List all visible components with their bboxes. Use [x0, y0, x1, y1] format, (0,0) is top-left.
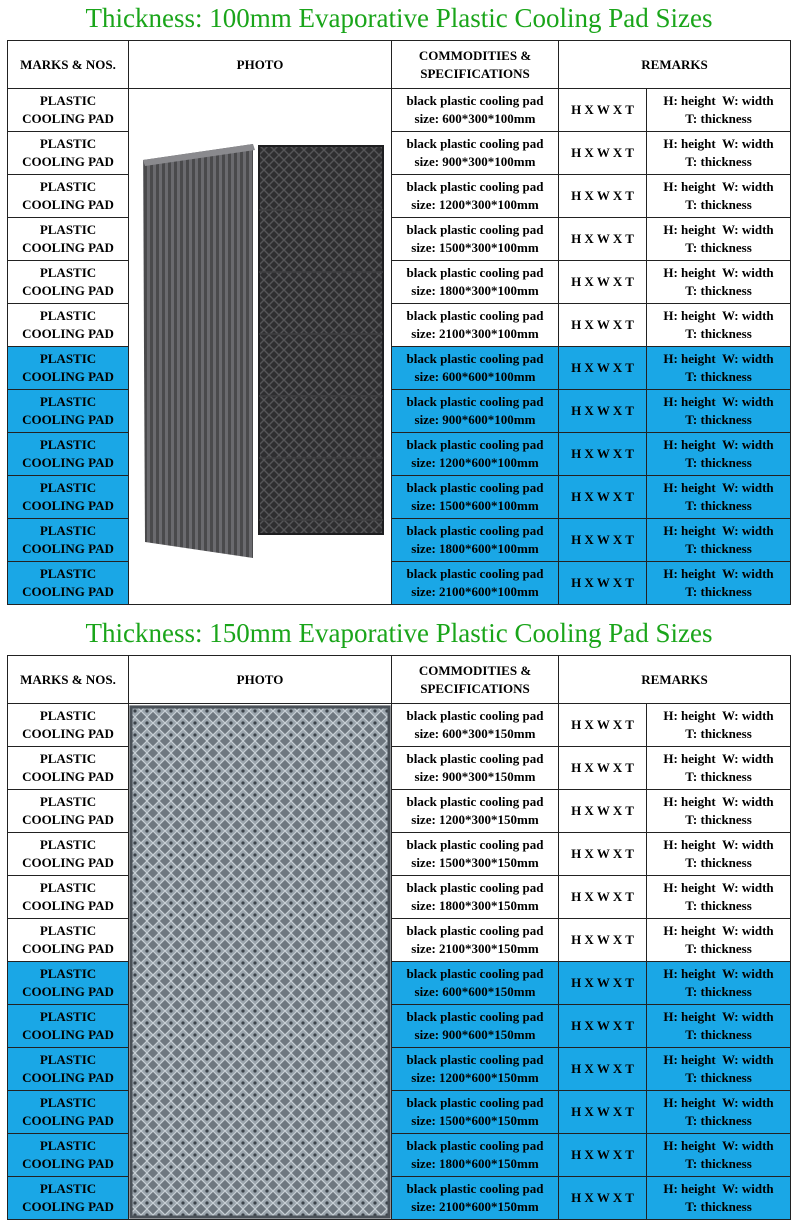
dims-cell: H X W X T: [559, 876, 647, 919]
table-row: [8, 175, 791, 218]
remark-line-hw: H: height W: width: [663, 923, 774, 938]
remark-line-hw: H: height W: width: [663, 1052, 774, 1067]
header-remarks: REMARKS: [559, 656, 791, 704]
table-row: [8, 562, 791, 605]
remark-line-t: T: thickness: [685, 1199, 752, 1214]
dims-cell: H X W X T: [559, 218, 647, 261]
dims-cell: H X W X T: [559, 790, 647, 833]
table-row: [8, 1048, 791, 1091]
spec-line-size: size: 1800*600*100mm: [411, 541, 539, 556]
remark-line-hw: H: height W: width: [663, 265, 774, 280]
remarks-cell: [647, 347, 791, 390]
remark-line-hw: H: height W: width: [663, 751, 774, 766]
spec-cell: [392, 261, 559, 304]
mark-cell: PLASTIC COOLING PAD: [8, 433, 129, 476]
remark-line-hw: H: height W: width: [663, 93, 774, 108]
remarks-cell: [647, 304, 791, 347]
mark-cell: PLASTIC COOLING PAD: [8, 1134, 129, 1177]
remark-line-t: T: thickness: [685, 1113, 752, 1128]
dims-cell: H X W X T: [559, 1134, 647, 1177]
table-row: [8, 1177, 791, 1220]
spec-line-description: black plastic cooling pad: [406, 751, 544, 766]
spec-line-description: black plastic cooling pad: [406, 966, 544, 981]
spec-line-description: black plastic cooling pad: [406, 923, 544, 938]
table-row: [8, 876, 791, 919]
spec-line-size: size: 1800*300*100mm: [411, 283, 539, 298]
remarks-cell: [647, 132, 791, 175]
table-header-row: [8, 41, 791, 89]
dims-cell: H X W X T: [559, 1005, 647, 1048]
spec-line-size: size: 1800*600*150mm: [411, 1156, 539, 1171]
table-row: [8, 390, 791, 433]
remarks-cell: [647, 1091, 791, 1134]
mark-cell: PLASTIC COOLING PAD: [8, 747, 129, 790]
remark-line-t: T: thickness: [685, 498, 752, 513]
remarks-cell: [647, 175, 791, 218]
spec-line-size: size: 600*600*150mm: [414, 984, 536, 999]
remarks-cell: [647, 1005, 791, 1048]
remark-line-t: T: thickness: [685, 898, 752, 913]
mark-cell: PLASTIC COOLING PAD: [8, 476, 129, 519]
remark-line-t: T: thickness: [685, 812, 752, 827]
spec-line-size: size: 1500*600*100mm: [411, 498, 539, 513]
dims-cell: H X W X T: [559, 261, 647, 304]
remark-line-hw: H: height W: width: [663, 437, 774, 452]
spec-line-description: black plastic cooling pad: [406, 566, 544, 581]
remark-line-t: T: thickness: [685, 412, 752, 427]
remark-line-t: T: thickness: [685, 283, 752, 298]
table-header-row: [8, 656, 791, 704]
spec-line-description: black plastic cooling pad: [406, 437, 544, 452]
mark-cell: PLASTIC COOLING PAD: [8, 919, 129, 962]
remarks-cell: [647, 790, 791, 833]
dims-cell: H X W X T: [559, 833, 647, 876]
mark-cell: PLASTIC COOLING PAD: [8, 790, 129, 833]
remark-line-hw: H: height W: width: [663, 480, 774, 495]
black-cooling-pad-photo-icon: [129, 90, 391, 604]
remark-line-hw: H: height W: width: [663, 1181, 774, 1196]
remark-line-hw: H: height W: width: [663, 837, 774, 852]
dims-cell: H X W X T: [559, 132, 647, 175]
remark-line-t: T: thickness: [685, 1156, 752, 1171]
spec-line-description: black plastic cooling pad: [406, 1009, 544, 1024]
spec-line-size: size: 1200*300*150mm: [411, 812, 539, 827]
table-row: [8, 704, 791, 747]
table-row: [8, 89, 791, 132]
table-body-100mm: [8, 89, 791, 605]
mark-cell: PLASTIC COOLING PAD: [8, 1177, 129, 1220]
table-row: [8, 962, 791, 1005]
spec-line-size: size: 900*600*100mm: [414, 412, 536, 427]
spec-line-description: black plastic cooling pad: [406, 1095, 544, 1110]
spec-line-size: size: 1200*600*150mm: [411, 1070, 539, 1085]
spec-cell: [392, 1048, 559, 1091]
mark-cell: PLASTIC COOLING PAD: [8, 390, 129, 433]
remark-line-t: T: thickness: [685, 154, 752, 169]
remark-line-t: T: thickness: [685, 369, 752, 384]
remarks-cell: [647, 1134, 791, 1177]
spec-line-size: size: 2100*600*150mm: [411, 1199, 539, 1214]
spec-line-size: size: 2100*600*100mm: [411, 584, 539, 599]
mark-cell: PLASTIC COOLING PAD: [8, 218, 129, 261]
remark-line-hw: H: height W: width: [663, 1138, 774, 1153]
remark-line-t: T: thickness: [685, 455, 752, 470]
mark-cell: PLASTIC COOLING PAD: [8, 519, 129, 562]
spec-cell: [392, 962, 559, 1005]
spec-line-size: size: 1200*300*100mm: [411, 197, 539, 212]
remark-line-hw: H: height W: width: [663, 566, 774, 581]
spec-line-description: black plastic cooling pad: [406, 265, 544, 280]
remarks-cell: [647, 1177, 791, 1220]
remark-line-t: T: thickness: [685, 1027, 752, 1042]
remark-line-t: T: thickness: [685, 240, 752, 255]
spec-cell: [392, 347, 559, 390]
header-spec: COMMODITIES & SPECIFICATIONS: [392, 41, 559, 89]
remarks-cell: [647, 1048, 791, 1091]
dims-cell: H X W X T: [559, 175, 647, 218]
dims-cell: H X W X T: [559, 433, 647, 476]
spec-line-description: black plastic cooling pad: [406, 523, 544, 538]
spec-cell: [392, 519, 559, 562]
table-row: [8, 218, 791, 261]
mark-cell: PLASTIC COOLING PAD: [8, 89, 129, 132]
dims-cell: H X W X T: [559, 476, 647, 519]
spec-table-100mm: [7, 40, 791, 605]
remarks-cell: [647, 962, 791, 1005]
dims-cell: H X W X T: [559, 704, 647, 747]
spec-cell: [392, 790, 559, 833]
remark-line-hw: H: height W: width: [663, 880, 774, 895]
spec-line-description: black plastic cooling pad: [406, 880, 544, 895]
remarks-cell: [647, 218, 791, 261]
remarks-cell: [647, 390, 791, 433]
spec-line-description: black plastic cooling pad: [406, 837, 544, 852]
spec-cell: [392, 476, 559, 519]
mark-cell: PLASTIC COOLING PAD: [8, 1048, 129, 1091]
remark-line-hw: H: height W: width: [663, 794, 774, 809]
spec-line-size: size: 900*300*100mm: [414, 154, 536, 169]
header-spec: COMMODITIES & SPECIFICATIONS: [392, 656, 559, 704]
section-title-100mm: Thickness: 100mm Evaporative Plastic Cooling Pad Sizes: [85, 3, 713, 33]
spec-line-size: size: 600*300*150mm: [414, 726, 536, 741]
spec-cell: [392, 833, 559, 876]
mark-cell: PLASTIC COOLING PAD: [8, 175, 129, 218]
table-row: [8, 519, 791, 562]
remarks-cell: [647, 261, 791, 304]
remark-line-hw: H: height W: width: [663, 708, 774, 723]
mark-cell: PLASTIC COOLING PAD: [8, 1005, 129, 1048]
dims-cell: H X W X T: [559, 1091, 647, 1134]
dims-cell: H X W X T: [559, 519, 647, 562]
table-row: [8, 476, 791, 519]
remark-line-hw: H: height W: width: [663, 308, 774, 323]
remarks-cell: [647, 833, 791, 876]
spec-cell: [392, 1091, 559, 1134]
table-row: [8, 1091, 791, 1134]
spec-line-size: size: 600*300*100mm: [414, 111, 536, 126]
dims-cell: H X W X T: [559, 304, 647, 347]
spec-line-size: size: 2100*300*100mm: [411, 326, 539, 341]
remark-line-t: T: thickness: [685, 941, 752, 956]
dims-cell: H X W X T: [559, 962, 647, 1005]
spec-cell: [392, 747, 559, 790]
mark-cell: PLASTIC COOLING PAD: [8, 562, 129, 605]
photo-cell: [129, 89, 392, 605]
spec-cell: [392, 1177, 559, 1220]
mark-cell: PLASTIC COOLING PAD: [8, 304, 129, 347]
remark-line-t: T: thickness: [685, 1070, 752, 1085]
spec-line-size: size: 1500*300*150mm: [411, 855, 539, 870]
remark-line-t: T: thickness: [685, 769, 752, 784]
spec-line-description: black plastic cooling pad: [406, 394, 544, 409]
spec-line-size: size: 1200*600*100mm: [411, 455, 539, 470]
mark-cell: PLASTIC COOLING PAD: [8, 833, 129, 876]
remark-line-hw: H: height W: width: [663, 351, 774, 366]
gray-cooling-pad-photo-icon: [129, 705, 391, 1219]
spec-cell: [392, 304, 559, 347]
table-row: [8, 833, 791, 876]
table-row: [8, 261, 791, 304]
spec-line-size: size: 1500*600*150mm: [411, 1113, 539, 1128]
photo-cell: [129, 704, 392, 1220]
remark-line-hw: H: height W: width: [663, 966, 774, 981]
spec-cell: [392, 919, 559, 962]
dims-cell: H X W X T: [559, 747, 647, 790]
spec-table-150mm: [7, 655, 791, 1220]
spec-line-size: size: 900*600*150mm: [414, 1027, 536, 1042]
table-body-150mm: [8, 704, 791, 1220]
spec-line-description: black plastic cooling pad: [406, 93, 544, 108]
mark-cell: PLASTIC COOLING PAD: [8, 962, 129, 1005]
remark-line-t: T: thickness: [685, 855, 752, 870]
table-row: [8, 1005, 791, 1048]
spec-line-description: black plastic cooling pad: [406, 1181, 544, 1196]
remark-line-t: T: thickness: [685, 326, 752, 341]
mark-cell: PLASTIC COOLING PAD: [8, 261, 129, 304]
remarks-cell: [647, 747, 791, 790]
spec-line-description: black plastic cooling pad: [406, 222, 544, 237]
remark-line-t: T: thickness: [685, 584, 752, 599]
spec-line-size: size: 900*300*150mm: [414, 769, 536, 784]
spec-line-description: black plastic cooling pad: [406, 708, 544, 723]
remark-line-hw: H: height W: width: [663, 222, 774, 237]
mark-cell: PLASTIC COOLING PAD: [8, 132, 129, 175]
remark-line-hw: H: height W: width: [663, 179, 774, 194]
spec-cell: [392, 876, 559, 919]
spec-cell: [392, 704, 559, 747]
spec-cell: [392, 390, 559, 433]
spec-line-description: black plastic cooling pad: [406, 179, 544, 194]
spec-cell: [392, 132, 559, 175]
remark-line-t: T: thickness: [685, 726, 752, 741]
remark-line-hw: H: height W: width: [663, 523, 774, 538]
table-row: [8, 790, 791, 833]
dims-cell: H X W X T: [559, 919, 647, 962]
remarks-cell: [647, 89, 791, 132]
header-photo: PHOTO: [129, 656, 392, 704]
spec-line-size: size: 600*600*100mm: [414, 369, 536, 384]
remarks-cell: [647, 519, 791, 562]
remarks-cell: [647, 476, 791, 519]
header-marks: MARKS & NOS.: [8, 41, 129, 89]
dims-cell: H X W X T: [559, 1177, 647, 1220]
dims-cell: H X W X T: [559, 347, 647, 390]
spec-cell: [392, 1005, 559, 1048]
remarks-cell: [647, 704, 791, 747]
spec-line-description: black plastic cooling pad: [406, 1138, 544, 1153]
spec-line-description: black plastic cooling pad: [406, 351, 544, 366]
dims-cell: H X W X T: [559, 562, 647, 605]
header-marks: MARKS & NOS.: [8, 656, 129, 704]
table-row: [8, 1134, 791, 1177]
spec-line-description: black plastic cooling pad: [406, 480, 544, 495]
spec-cell: [392, 218, 559, 261]
mark-cell: PLASTIC COOLING PAD: [8, 704, 129, 747]
mark-cell: PLASTIC COOLING PAD: [8, 347, 129, 390]
remark-line-hw: H: height W: width: [663, 136, 774, 151]
spec-cell: [392, 89, 559, 132]
dims-cell: H X W X T: [559, 390, 647, 433]
remark-line-t: T: thickness: [685, 984, 752, 999]
spec-cell: [392, 175, 559, 218]
spec-line-size: size: 1500*300*100mm: [411, 240, 539, 255]
table-row: [8, 433, 791, 476]
spec-line-description: black plastic cooling pad: [406, 308, 544, 323]
header-photo: PHOTO: [129, 41, 392, 89]
spec-cell: [392, 1134, 559, 1177]
remark-line-hw: H: height W: width: [663, 1095, 774, 1110]
remark-line-t: T: thickness: [685, 197, 752, 212]
table-row: [8, 132, 791, 175]
mark-cell: PLASTIC COOLING PAD: [8, 876, 129, 919]
spec-line-description: black plastic cooling pad: [406, 1052, 544, 1067]
spec-cell: [392, 562, 559, 605]
remarks-cell: [647, 876, 791, 919]
table-row: [8, 919, 791, 962]
remarks-cell: [647, 562, 791, 605]
header-remarks: REMARKS: [559, 41, 791, 89]
spec-cell: [392, 433, 559, 476]
spec-line-size: size: 2100*300*150mm: [411, 941, 539, 956]
spec-line-description: black plastic cooling pad: [406, 794, 544, 809]
table-row: [8, 304, 791, 347]
dims-cell: H X W X T: [559, 89, 647, 132]
remark-line-t: T: thickness: [685, 541, 752, 556]
spec-line-description: black plastic cooling pad: [406, 136, 544, 151]
spec-line-size: size: 1800*300*150mm: [411, 898, 539, 913]
remark-line-t: T: thickness: [685, 111, 752, 126]
table-row: [8, 747, 791, 790]
remarks-cell: [647, 433, 791, 476]
remark-line-hw: H: height W: width: [663, 1009, 774, 1024]
remark-line-hw: H: height W: width: [663, 394, 774, 409]
remarks-cell: [647, 919, 791, 962]
mark-cell: PLASTIC COOLING PAD: [8, 1091, 129, 1134]
section-title-150mm: Thickness: 150mm Evaporative Plastic Cooling Pad Sizes: [85, 618, 713, 648]
table-row: [8, 347, 791, 390]
dims-cell: H X W X T: [559, 1048, 647, 1091]
